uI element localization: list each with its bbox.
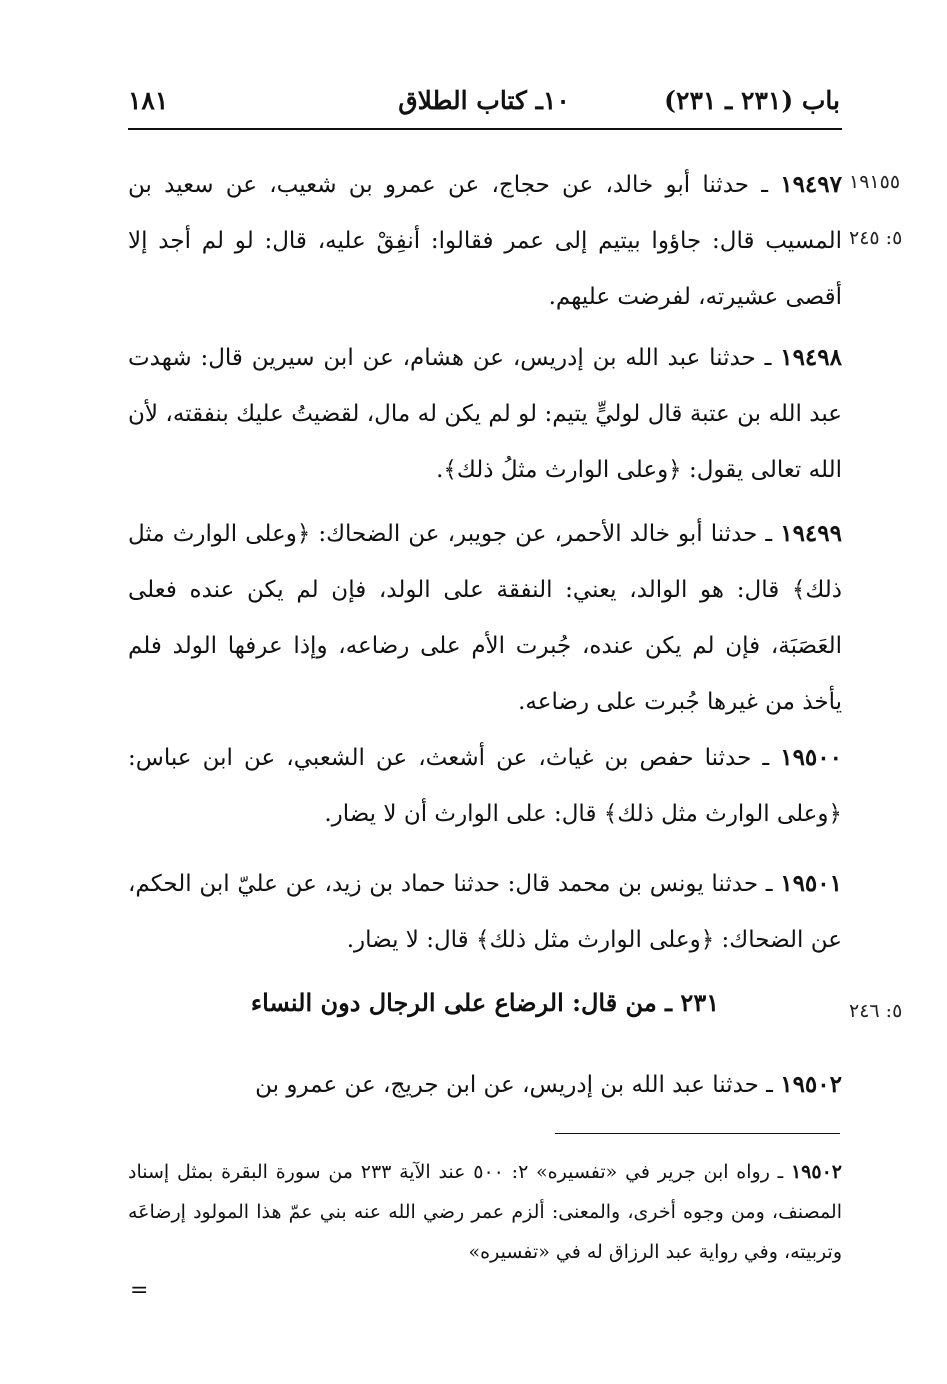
- hadith-text: ـ حدثنا عبد الله بن إدريس، عن هشام، عن ابن سيرين قال: شهدت عبد الله بن عتبة قال لوليٍّ يتيم: لو لم يكن له مال، لقضيتُ عليك بنفقته، لأن الله تعالى يقول: ﴿وعلى الوارث مثلُ ذلك﴾.: [128, 345, 842, 483]
- footnote-rule: [555, 1133, 840, 1134]
- hadith-text: ـ حدثنا يونس بن محمد قال: حدثنا حماد بن زيد، عن عليّ ابن الحكم، عن الضحاك: ﴿وعلى الوارث مثل ذلك﴾ قال: لا يضار.: [128, 871, 842, 953]
- footnote: [128, 1152, 842, 1272]
- page-number: ١٨١: [128, 86, 169, 115]
- hadith-paragraph: [128, 330, 842, 498]
- footnote-continuation-mark: =: [130, 1278, 149, 1303]
- footnote-text: ـ رواه ابن جرير في «تفسيره» ٢: ٥٠٠ عند الآية ٢٣٣ من سورة البقرة بمثل إسناد المصنف، ومن وجوه أخرى، والمعنى: ألزم عمر رضي الله عنه بني عمّ هذا المولود إرضاعَه وتربيته، وفي رواية عبد الرزاق له في «تفسيره»: [128, 1161, 842, 1263]
- hadith-number: ١٩٤٩٩: [780, 520, 842, 547]
- hadith-number: ١٩٥٠٢: [780, 1071, 842, 1098]
- hadith-paragraph: [128, 157, 842, 325]
- hadith-text: ـ حدثنا عبد الله بن إدريس، عن ابن جريج، عن عمرو بن: [255, 1072, 781, 1098]
- hadith-text: ـ حدثنا حفص بن غياث، عن أشعث، عن الشعبي، عن ابن عباس: ﴿وعلى الوارث مثل ذلك﴾ قال: على الوارث أن لا يضار.: [128, 745, 842, 827]
- hadith-number: ١٩٥٠٠: [780, 744, 842, 771]
- hadith-number: ١٩٤٩٧: [780, 171, 842, 198]
- margin-ref: ٥: ٢٤٥: [849, 227, 903, 249]
- header-rule: [128, 128, 842, 130]
- hadith-text: ـ حدثنا أبو خالد، عن حجاج، عن عمرو بن شعيب، عن سعيد بن المسيب قال: جاؤوا بيتيم إلى عمر فقالوا: أنفِقْ عليه، قال: لو لم أجد إلا أقصى عشيرته، لفرضت عليهم.: [128, 172, 842, 310]
- chapter-heading: باب (٢٣١ ـ ٢٣١): [664, 86, 840, 115]
- hadith-paragraph: [128, 856, 842, 968]
- hadith-paragraph: [128, 506, 842, 730]
- hadith-paragraph: [128, 730, 842, 842]
- hadith-number: ١٩٤٩٨: [780, 344, 842, 371]
- book-title: ١٠ـ كتاب الطلاق: [398, 86, 570, 115]
- page-header: [128, 78, 840, 118]
- hadith-paragraph: [128, 1057, 842, 1113]
- margin-ref: ١٩١٥٥: [849, 171, 901, 193]
- hadith-number: ١٩٥٠١: [780, 870, 842, 897]
- margin-ref: ٥: ٢٤٦: [849, 1000, 903, 1022]
- section-heading: ٢٣١ ـ من قال: الرضاع على الرجال دون النساء: [250, 988, 720, 1017]
- hadith-text: ـ حدثنا أبو خالد الأحمر، عن جويبر، عن الضحاك: ﴿وعلى الوارث مثل ذلك﴾ قال: هو الوالد، يعني: النفقة على الولد، فإن لم يكن عنده فعلى العَصَبَة، فإن لم يكن عنده، جُبرت الأم على رضاعه، وإذا عرفها الولد فلم يأخذ من غيرها جُبرت على رضاعه.: [128, 521, 842, 715]
- footnote-number: ١٩٥٠٢: [790, 1161, 842, 1183]
